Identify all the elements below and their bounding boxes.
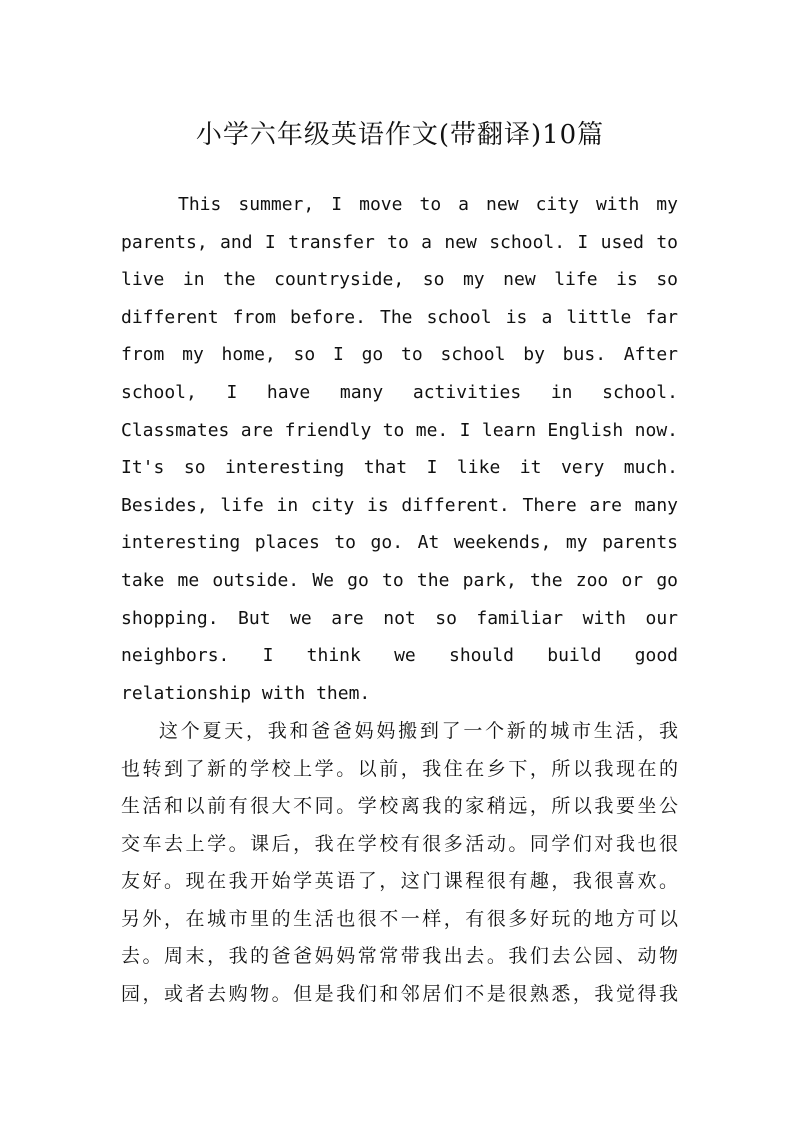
chinese-line: 交车去上学。课后，我在学校有很多活动。同学们对我也很: [121, 832, 678, 855]
english-line: Besides, life in city is different. There are many: [121, 494, 678, 516]
document-title: 小学六年级英语作文(带翻译)10篇: [195, 120, 605, 151]
english-line: interesting places to go. At weekends, my parents: [121, 532, 678, 554]
english-line: shopping. But we are not so familiar with our: [121, 607, 678, 629]
chinese-line: 友好。现在我开始学英语了，这门课程很有趣，我很喜欢。: [121, 870, 678, 892]
english-line: neighbors. I think we should build good: [121, 645, 678, 667]
english-line: from my home, so I go to school by bus. After: [121, 344, 678, 366]
chinese-line: 园，或者去购物。但是我们和邻居们不是很熟悉，我觉得我: [121, 982, 678, 1005]
chinese-line: 去。周末，我的爸爸妈妈常常带我出去。我们去公园、动物: [121, 945, 678, 967]
english-line: relationship with them.: [121, 682, 371, 704]
chinese-line: 也转到了新的学校上学。以前，我住在乡下，所以我现在的: [121, 757, 678, 780]
chinese-line: 这个夏天，我和爸爸妈妈搬到了一个新的城市生活，我: [159, 720, 678, 742]
english-line: different from before. The school is a little far: [121, 306, 678, 328]
english-line: It's so interesting that I like it very much.: [121, 457, 678, 479]
english-line: Classmates are friendly to me. I learn English now.: [121, 419, 678, 441]
english-line: This summer, I move to a new city with my: [178, 194, 678, 215]
english-line: school, I have many activities in school.: [121, 381, 678, 403]
english-line: live in the countryside, so my new life is so: [121, 269, 678, 291]
english-line: take me outside. We go to the park, the zoo or go: [121, 569, 678, 591]
chinese-translation-paragraph: [121, 713, 678, 1013]
english-line: parents, and I transfer to a new school. I used to: [121, 231, 678, 253]
chinese-line: 生活和以前有很大不同。学校离我的家稍远，所以我要坐公: [121, 795, 678, 817]
english-essay-paragraph: [121, 186, 678, 712]
chinese-line: 另外，在城市里的生活也很不一样，有很多好玩的地方可以: [121, 907, 678, 930]
